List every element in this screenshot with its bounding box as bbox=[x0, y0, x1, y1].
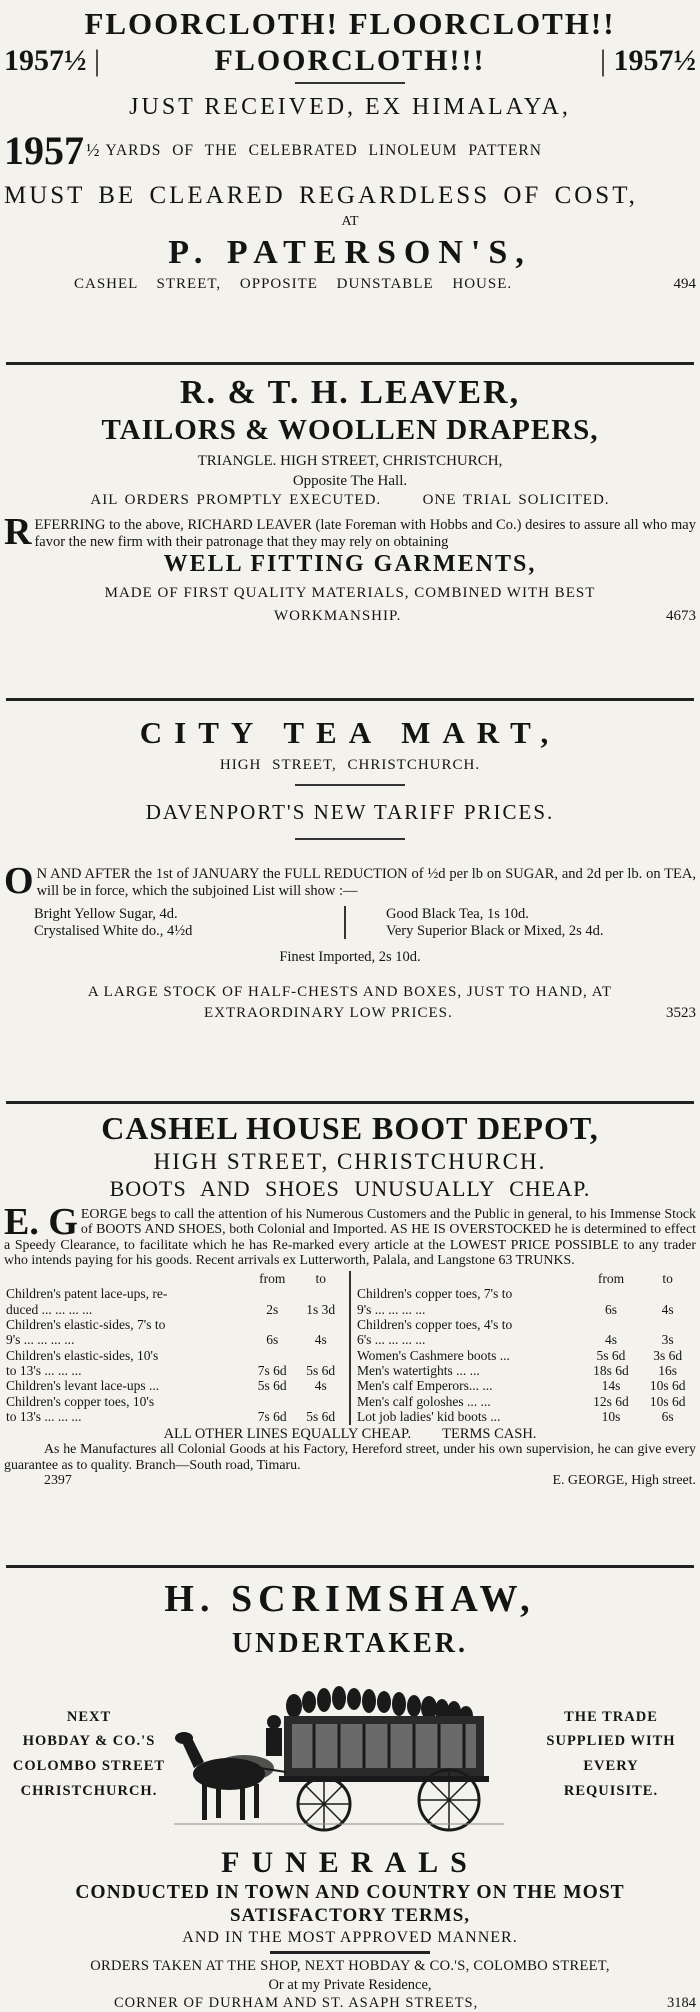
price-item: Bright Yellow Sugar, 4d. bbox=[34, 905, 178, 922]
leaver-made-of: MADE OF FIRST QUALITY MATERIALS, COMBINED WITH BEST bbox=[104, 584, 596, 601]
boot-tagline: BOOTS AND SHOES UNUSUALLY CHEAP. bbox=[109, 1176, 591, 1202]
short-rule bbox=[295, 838, 405, 840]
tea-prices-right bbox=[344, 906, 696, 939]
scrimshaw-middle bbox=[4, 1664, 696, 1844]
boot-price-table bbox=[4, 1271, 696, 1425]
item-name: duced ... ... ... ... bbox=[6, 1301, 93, 1317]
price-from: 6s bbox=[604, 1301, 617, 1317]
boot-terms: TERMS CASH. bbox=[442, 1425, 537, 1442]
ref-number: 2397 bbox=[44, 1473, 72, 1489]
paterson-address-row bbox=[4, 276, 696, 293]
price-item: Crystalised White do., 4½d bbox=[34, 922, 193, 939]
newspaper-page bbox=[0, 6, 700, 2012]
address-line: NEXT bbox=[66, 1708, 112, 1725]
price-row bbox=[4, 1348, 345, 1363]
price-row bbox=[355, 1317, 696, 1332]
scrimshaw-ad bbox=[4, 1578, 696, 2012]
scrimshaw-right-text bbox=[526, 1701, 696, 1808]
scrimshaw-undertaker: UNDERTAKER. bbox=[231, 1627, 469, 1659]
ref-number: 3184 bbox=[667, 1995, 696, 2012]
price-to: 4s bbox=[314, 1378, 327, 1394]
price-to: 3s bbox=[661, 1332, 674, 1348]
price-from: 4s bbox=[604, 1332, 617, 1348]
boot-all-other-row bbox=[4, 1426, 696, 1443]
item-name: to 13's ... ... ... bbox=[6, 1363, 82, 1379]
item-name: to 13's ... ... ... bbox=[6, 1409, 82, 1425]
trade-line: THE TRADE bbox=[564, 1708, 658, 1725]
ref-number: 494 bbox=[673, 275, 696, 292]
col-from: from bbox=[259, 1270, 286, 1286]
item-name: Children's copper toes, 4's to bbox=[357, 1316, 513, 1332]
tea-prices bbox=[4, 906, 696, 939]
ref-number: 4673 bbox=[666, 607, 696, 624]
divider bbox=[270, 1951, 430, 1954]
paterson-name: P. PATERSON'S, bbox=[168, 233, 532, 271]
divider bbox=[6, 1101, 694, 1104]
price-row bbox=[355, 1363, 696, 1378]
just-received: JUST RECEIVED, EX HIMALAYA, bbox=[129, 94, 571, 121]
leaver-workmanship-row bbox=[4, 608, 696, 625]
price-item: Very Superior Black or Mixed, 2s 4d. bbox=[386, 922, 604, 939]
price-row bbox=[355, 1348, 696, 1363]
price-from: 5s 6d bbox=[257, 1378, 287, 1394]
tea-tariff: DAVENPORT'S NEW TARIFF PRICES. bbox=[145, 799, 555, 824]
price-to bbox=[296, 1286, 345, 1301]
price-to: 5s 6d bbox=[306, 1409, 336, 1425]
price-to: 3s 6d bbox=[653, 1347, 683, 1363]
price-to bbox=[296, 1348, 345, 1363]
price-to: 1s 3d bbox=[306, 1301, 336, 1317]
scrimshaw-funerals: FUNERALS bbox=[221, 1845, 479, 1879]
item-name: Women's Cashmere boots ... bbox=[357, 1347, 510, 1363]
trade-line: SUPPLIED WITH bbox=[546, 1733, 676, 1750]
price-table-right bbox=[355, 1271, 696, 1425]
scrimshaw-conducted-3: AND IN THE MOST APPROVED MANNER. bbox=[182, 1928, 518, 1946]
yards-text: YARDS OF THE CELEBRATED LINOLEUM PATTERN bbox=[105, 141, 542, 159]
address-line: HOBDAY & CO.'S bbox=[22, 1733, 156, 1750]
leaver-opposite: Opposite The Hall. bbox=[292, 472, 408, 489]
price-from: 2s bbox=[266, 1301, 279, 1317]
leaver-subtitle: TAILORS & WOOLLEN DRAPERS, bbox=[101, 414, 599, 447]
item-name: 9's ... ... ... ... bbox=[6, 1332, 75, 1348]
left-number: 1957½ | bbox=[4, 43, 101, 77]
boot-manufactures: As he Manufactures all Colonial Goods at his Factory, Hereford street, under his own supervision, he can give every guarantee as to quality. Branch—South road, Timaru. bbox=[4, 1442, 696, 1473]
leaver-title: R. & T. H. LEAVER, bbox=[179, 374, 521, 411]
drop-cap: O bbox=[4, 860, 34, 903]
leaver-workmanship: WORKMANSHIP. bbox=[274, 607, 402, 624]
price-from: 18s 6d bbox=[593, 1363, 629, 1379]
item-name: Children's elastic-sides, 7's to bbox=[6, 1316, 166, 1332]
boot-signature-row bbox=[4, 1473, 696, 1489]
short-rule bbox=[295, 82, 405, 84]
tea-stock-row bbox=[4, 1005, 696, 1022]
item-name: Children's levant lace-ups ... bbox=[6, 1378, 160, 1394]
hearse-image bbox=[174, 1664, 504, 1839]
price-row bbox=[355, 1302, 696, 1317]
paterson-address: CASHEL STREET, OPPOSITE DUNSTABLE HOUSE. bbox=[74, 275, 513, 292]
price-to: 5s 6d bbox=[306, 1363, 336, 1379]
price-from bbox=[248, 1286, 297, 1301]
item-name: Men's watertights ... ... bbox=[357, 1363, 480, 1379]
price-from bbox=[583, 1317, 640, 1332]
price-item: Good Black Tea, 1s 10d. bbox=[386, 905, 529, 922]
scrimshaw-orders: ORDERS TAKEN AT THE SHOP, NEXT HOBDAY & CO.'S, COLOMBO STREET, bbox=[90, 1958, 610, 1975]
boot-paragraph: E. G EORGE begs to call the attention of his Numerous Customers and the Public in general, to his Immense Stock of BOOTS AND SHOES, both Colonial and Imported. AS HE IS OVERSTOCKED he is determined to effect a Speedy Clearance, to facilitate which he has Re-marked every article at the LOWEST PRICE POSSIBLE to any trader who intends paying for his goods. Recent arrivals ex Lutterworth, Palala, and Langstone 63 TRUNKS. bbox=[4, 1200, 696, 1269]
leaver-ad bbox=[4, 373, 696, 698]
scrimshaw-corner: CORNER OF DURHAM AND ST. ASAPH STREETS, bbox=[114, 1995, 479, 2012]
price-row bbox=[355, 1409, 696, 1424]
price-from bbox=[248, 1394, 297, 1409]
boot-all-other: ALL OTHER LINES EQUALLY CHEAP. bbox=[163, 1425, 412, 1442]
col-from: from bbox=[597, 1270, 625, 1286]
tea-stock-1: A LARGE STOCK OF HALF-CHESTS AND BOXES, JUST TO HAND, AT bbox=[87, 983, 613, 1000]
ref-number: 3523 bbox=[666, 1005, 696, 1022]
price-table-left bbox=[4, 1271, 345, 1425]
divider bbox=[6, 362, 694, 365]
address-line: CHRISTCHURCH. bbox=[20, 1782, 158, 1799]
boot-signature: E. GEORGE, High street. bbox=[552, 1473, 696, 1489]
divider bbox=[6, 698, 694, 701]
price-row bbox=[4, 1332, 345, 1347]
item-name: 9's ... ... ... ... bbox=[357, 1301, 426, 1317]
boot-depot-ad bbox=[4, 1110, 696, 1565]
tea-prices-left bbox=[4, 906, 344, 939]
floorcloth-ad bbox=[4, 6, 696, 362]
at-text: AT bbox=[341, 214, 359, 230]
tea-paragraph: O N AND AFTER the 1st of JANUARY the FULL REDUCTION of ½d per lb on SUGAR, and 2d per lb. on TEA, will be in force, which the subjoined List will show :— bbox=[4, 860, 696, 903]
item-name: 6's ... ... ... ... bbox=[357, 1332, 426, 1348]
tea-address: HIGH STREET, CHRISTCHURCH. bbox=[219, 756, 481, 773]
price-to: 16s bbox=[658, 1363, 678, 1379]
leaver-trial: ONE TRIAL SOLICITED. bbox=[422, 491, 610, 508]
price-from bbox=[583, 1286, 640, 1301]
price-row bbox=[4, 1363, 345, 1378]
scrimshaw-left-text bbox=[4, 1701, 174, 1808]
fraction: ½ bbox=[86, 140, 100, 161]
leaver-address: TRIANGLE. HIGH STREET, CHRISTCHURCH, bbox=[197, 453, 503, 470]
price-to: 4s bbox=[314, 1332, 327, 1348]
item-name: Children's patent lace-ups, re- bbox=[6, 1286, 168, 1302]
boot-address: HIGH STREET, CHRISTCHURCH. bbox=[153, 1148, 547, 1174]
tea-mart-ad bbox=[4, 715, 696, 1101]
col-to: to bbox=[662, 1270, 673, 1286]
yards-line bbox=[4, 128, 696, 174]
price-row bbox=[4, 1286, 345, 1301]
tea-finest: Finest Imported, 2s 10d. bbox=[279, 949, 421, 966]
trade-line: EVERY bbox=[583, 1757, 639, 1774]
price-row bbox=[355, 1378, 696, 1393]
leaver-orders: AIL ORDERS PROMPTLY EXECUTED. bbox=[90, 491, 382, 508]
item-name: Children's elastic-sides, 10's bbox=[6, 1347, 159, 1363]
price-to bbox=[639, 1286, 696, 1301]
item-name: Children's copper toes, 7's to bbox=[357, 1286, 513, 1302]
price-from: 7s 6d bbox=[257, 1363, 287, 1379]
leaver-orders-row bbox=[4, 492, 696, 509]
price-row bbox=[4, 1409, 345, 1424]
price-row bbox=[4, 1378, 345, 1393]
scrimshaw-conducted-2: SATISFACTORY TERMS, bbox=[229, 1904, 471, 1926]
price-row bbox=[4, 1317, 345, 1332]
short-rule bbox=[295, 784, 405, 786]
right-number: | 1957½ bbox=[599, 43, 696, 77]
price-row bbox=[355, 1286, 696, 1301]
price-to: 6s bbox=[661, 1409, 674, 1425]
price-from: 14s bbox=[601, 1378, 621, 1394]
floorcloth-heading: FLOORCLOTH! FLOORCLOTH!! bbox=[84, 6, 616, 41]
divider bbox=[6, 1565, 694, 1568]
price-from: 10s bbox=[601, 1409, 621, 1425]
price-to: 4s bbox=[661, 1301, 674, 1317]
item-name: Men's calf Emperors... ... bbox=[357, 1378, 493, 1394]
floorcloth-line2 bbox=[4, 44, 696, 79]
scrimshaw-private: Or at my Private Residence, bbox=[268, 1976, 432, 1993]
trade-line: REQUISITE. bbox=[563, 1782, 659, 1799]
boot-title: CASHEL HOUSE BOOT DEPOT, bbox=[101, 1110, 599, 1146]
scrimshaw-conducted-1: CONDUCTED IN TOWN AND COUNTRY ON THE MOST bbox=[75, 1882, 625, 1904]
hearse-illustration bbox=[174, 1664, 526, 1844]
price-from bbox=[248, 1348, 297, 1363]
item-name: Lot job ladies' kid boots ... bbox=[357, 1409, 501, 1425]
price-from bbox=[248, 1317, 297, 1332]
must-be-cleared: MUST BE CLEARED REGARDLESS OF COST, bbox=[4, 181, 638, 209]
col-to: to bbox=[315, 1270, 326, 1286]
drop-cap: E. G bbox=[4, 1200, 78, 1243]
item-name: Men's calf goloshes ... ... bbox=[357, 1393, 491, 1409]
scrimshaw-corner-row bbox=[4, 1995, 696, 2012]
scrimshaw-title: H. SCRIMSHAW, bbox=[164, 1578, 536, 1620]
price-from: 7s 6d bbox=[257, 1409, 287, 1425]
price-from: 5s 6d bbox=[596, 1347, 626, 1363]
price-to bbox=[639, 1317, 696, 1332]
leaver-paragraph: REFERRING to the above, RICHARD LEAVER (late Foreman with Hobbs and Co.) desires to assure all who may favor the new firm with their patronage that they may rely on obtaining bbox=[4, 511, 696, 554]
price-row bbox=[355, 1394, 696, 1409]
price-to: 10s 6d bbox=[649, 1378, 686, 1394]
price-from: 6s bbox=[266, 1332, 279, 1348]
price-row bbox=[4, 1394, 345, 1409]
drop-cap: R bbox=[4, 511, 32, 554]
leaver-garments: WELL FITTING GARMENTS, bbox=[163, 551, 537, 578]
price-row bbox=[4, 1302, 345, 1317]
boot-table-right bbox=[349, 1271, 696, 1425]
price-to: 10s 6d bbox=[649, 1393, 686, 1409]
tea-stock-2: EXTRAORDINARY LOW PRICES. bbox=[204, 1005, 453, 1022]
tea-title: CITY TEA MART, bbox=[139, 715, 561, 750]
boot-table-left bbox=[4, 1271, 349, 1425]
big-number: 1957 bbox=[4, 127, 84, 173]
address-line: COLOMBO STREET bbox=[12, 1757, 166, 1774]
price-row bbox=[355, 1332, 696, 1347]
price-from: 12s 6d bbox=[593, 1393, 629, 1409]
price-to bbox=[296, 1394, 345, 1409]
price-to bbox=[296, 1317, 345, 1332]
floorcloth-center: FLOORCLOTH!!! bbox=[214, 43, 486, 77]
item-name: Children's copper toes, 10's bbox=[6, 1393, 155, 1409]
